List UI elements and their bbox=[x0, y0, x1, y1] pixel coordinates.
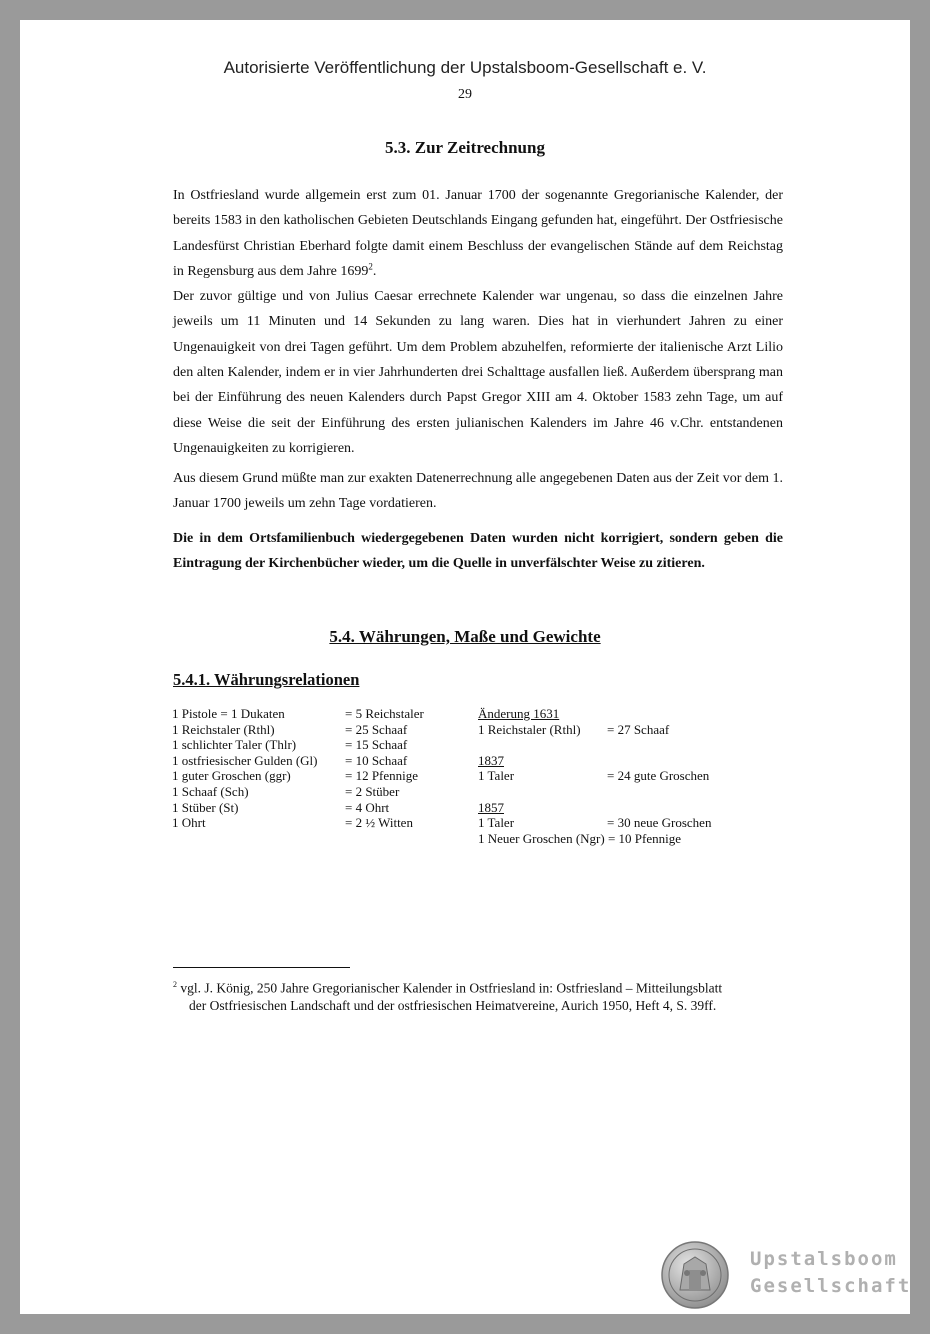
society-logo bbox=[660, 1240, 912, 1300]
paragraph-1-text: In Ostfriesland wurde allgemein erst zum 01. Januar 1700 der sogenannte Gregorianische Kalender, der bereits 1583 in den katholischen Gebieten Deutschlands Eingang gefunden hat, eingeführt. Der Ostfriesische Landesfürst Christian Eberhard folgte damit einem Beschluss der evangelischen Stände auf dem Reichstag in Regensburg aus dem Jahre 1699 bbox=[173, 188, 783, 279]
right-unit-row: 1857 bbox=[478, 799, 504, 815]
left-value-row: = 10 Schaaf bbox=[345, 752, 408, 768]
logo-text-line-1: Upstalsboom bbox=[750, 1248, 898, 1270]
paragraph-zeitrechnung bbox=[173, 183, 783, 461]
right-value-row: = 30 neue Groschen bbox=[607, 815, 712, 831]
left-unit-row: 1 Ohrt bbox=[172, 815, 206, 831]
section-heading-zeitrechnung: 5.3. Zur Zeitrechnung bbox=[385, 138, 545, 157]
left-unit-row: 1 ostfriesischer Gulden (Gl) bbox=[172, 752, 318, 768]
left-value-row: = 5 Reichstaler bbox=[345, 706, 424, 721]
paragraph-2: Der zuvor gültige und von Julius Caesar errechnete Kalender war ungenau, so dass die einzelnen Jahre jeweils um 11 Minuten und 14 Sekunden zu lang waren. Dies hat in vierhundert Jahren zu einer Ungenauigkeit von drei Tagen geführt. Um dem Problem abzuhelfen, reformierte der italienische Arzt Lilio den alten Kalender, indem er in vier Jahrhunderten drei Schalttage ausfallen ließ. Außerdem übersprang man bei der Einführung des neuen Kalenders durch Papst Gregor XIII am 4. Oktober 1583 zehn Tage, um auf diese Weise die seit der Einführung des ersten julianischen Kalenders im Jahre 46 v.Chr. entstandenen Ungenauigkeiten zu korrigieren. bbox=[173, 289, 783, 456]
footnote-line-2: der Ostfriesischen Landschaft und der ostfriesischen Heimatvereine, Aurich 1950, Heft 4, S. 39ff. bbox=[189, 998, 717, 1013]
left-value-row: = 25 Schaaf bbox=[345, 721, 408, 737]
document-header: Autorisierte Veröffentlichung der Upstalsboom-Gesellschaft e. V. bbox=[223, 58, 707, 77]
logo-text-line-2: Gesellschaft bbox=[750, 1275, 912, 1297]
right-value-row: = 27 Schaaf bbox=[607, 721, 670, 737]
right-unit-row: 1 Taler bbox=[478, 768, 515, 784]
currency-table-right-values bbox=[607, 706, 711, 846]
left-unit-row: 1 schlichter Taler (Thlr) bbox=[172, 737, 297, 753]
logo-text bbox=[750, 1246, 911, 1300]
right-unit-row: 1 Reichstaler (Rthl) bbox=[478, 721, 581, 737]
section-heading-waehrungen: 5.4. Währungen, Maße und Gewichte bbox=[329, 627, 601, 646]
seal-icon bbox=[660, 1240, 730, 1310]
footnote-text-1: vgl. J. König, 250 Jahre Gregorianischer Kalender in Ostfriesland in: Ostfriesland – Mitteilungsblatt bbox=[180, 980, 723, 996]
left-value-row: = 2 Stüber bbox=[345, 783, 400, 799]
paragraph-4-bold: Die in dem Ortsfamilienbuch wiedergegebenen Daten wurden nicht korrigiert, sondern geben die Eintragung der Kirchenbücher wieder, um die Quelle in unverfälschter Weise zu zitieren. bbox=[173, 531, 783, 572]
right-value-row bbox=[607, 706, 711, 722]
page-number: 29 bbox=[458, 87, 472, 102]
currency-table-left-units bbox=[172, 706, 318, 831]
left-value-row: = 15 Schaaf bbox=[345, 737, 408, 753]
right-value-row bbox=[607, 831, 711, 847]
currency-table-left-values bbox=[345, 706, 424, 831]
right-value-row bbox=[607, 784, 711, 800]
right-unit-row: 1 Neuer Groschen (Ngr) = 10 Pfennige bbox=[478, 830, 681, 846]
left-unit-row: 1 guter Groschen (ggr) bbox=[172, 768, 291, 784]
footnote bbox=[173, 976, 793, 1015]
right-unit-row: 1837 bbox=[478, 752, 504, 768]
left-unit-row: 1 Pistole = 1 Dukaten bbox=[172, 706, 285, 721]
paragraph-1 bbox=[173, 183, 783, 284]
left-unit-row: 1 Schaaf (Sch) bbox=[172, 783, 249, 799]
footnote-reference: 2 bbox=[368, 261, 373, 272]
left-unit-row: 1 Stüber (St) bbox=[172, 799, 239, 815]
right-unit-row: Änderung 1631 bbox=[478, 706, 560, 721]
footnote-line-1 bbox=[173, 976, 793, 997]
document-page bbox=[20, 20, 910, 1314]
footnote-divider bbox=[173, 967, 350, 968]
footnote-marker: 2 bbox=[173, 980, 177, 989]
left-unit-row: 1 Reichstaler (Rthl) bbox=[172, 721, 275, 737]
paragraph-3: Aus diesem Grund müßte man zur exakten Datenerrechnung alle angegebenen Daten aus der Zeit vor dem 1. Januar 1700 jeweils um zehn Tage vordatieren. bbox=[173, 471, 783, 512]
right-value-row bbox=[607, 800, 711, 816]
left-value-row: = 12 Pfennige bbox=[345, 768, 419, 784]
right-value-row bbox=[607, 737, 711, 753]
right-unit-row: 1 Taler bbox=[478, 815, 515, 831]
right-value-row bbox=[607, 753, 711, 769]
right-value-row: = 24 gute Groschen bbox=[607, 768, 710, 784]
left-value-row: = 4 Ohrt bbox=[345, 799, 390, 815]
paragraph-1-end: . bbox=[372, 263, 377, 279]
left-value-row: = 2 ½ Witten bbox=[345, 815, 413, 831]
subsection-heading-waehrungsrelationen: 5.4.1. Währungsrelationen bbox=[173, 670, 360, 689]
